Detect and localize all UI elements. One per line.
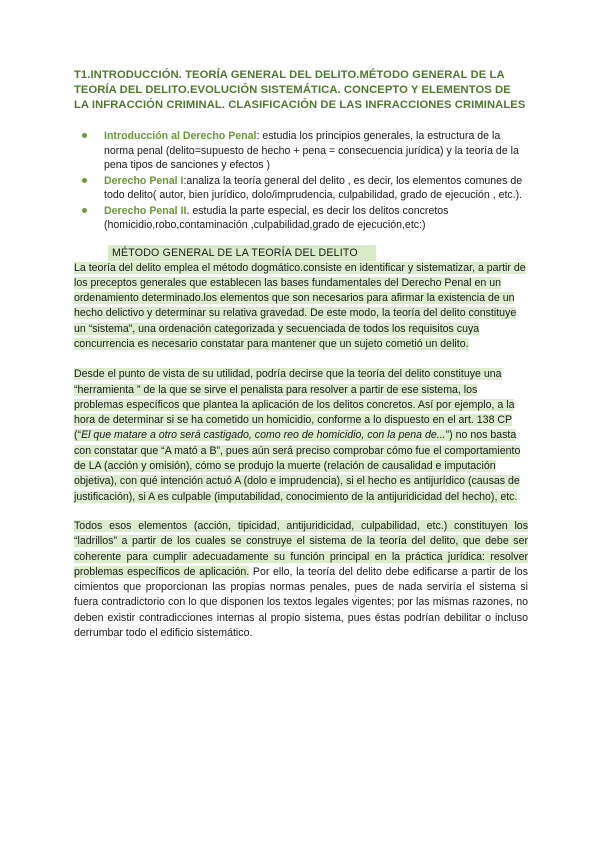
paragraph-utility-before: Desde el punto de vista de su utilidad, podría decirse que la teoría del delito constituye una “herramienta ” de la que se sirve el penalista para resolver a partir de ese sistema, los problemas específicos que plantea la aplicación de los delitos concretos. Así por ejemplo, a la hora de determinar si se ha cometido un homicidio, conforme a lo dispuesto en el art. 138 CP (“ <box>74 368 515 442</box>
intro-list <box>74 129 528 233</box>
list-item-text: :analiza la teoría general del delito , es decir, los elementos comunes de todo delito( autor, bien jurídico, dolo/imprudencia, culpabilidad, grado de ejecución , etc.). <box>104 174 523 201</box>
paragraph-utility-quote: El que matare a otro será castigado, como reo de homicidio, con la pena de... <box>81 429 446 442</box>
paragraph-method-text: La teoría del delito emplea el método dogmático.consiste en identificar y sistematizar, a partir de los preceptos generales que establecen las bases fundamentales del Derecho Penal en un ordenamiento determinado.los elementos que son necesarios para afirmar la existencia de un hecho delictivo y determinar su relativa gravedad. De este modo, la teoría del delito constituye un “sistema”, una ordenación categorizada y secuenciada de todos los requisitos cuya concurrencia es necesario constatar para mantener que un sujeto cometió un delito. <box>74 261 526 350</box>
paragraph-elements-normal: Por ello, la teoría del delito debe edificarse a partir de los cimientos que proporcionan las propias normas penales, pues de nada serviría el sistema si fuera contradictorio con lo que disponen los textos legales vigentes; por las mismas razones, no deben existir contradicciones internas al propio sistema, pues éstas podrían debilitar o incluso derrumbar todo el edificio sistemático. <box>74 565 528 640</box>
list-item-term: Derecho Penal II <box>104 204 187 217</box>
list-item-term: Introducción al Derecho Penal <box>104 130 257 142</box>
list-item <box>104 129 528 173</box>
paragraph-utility-after: ”) no nos basta con constatar que “A mató a B”, pues aún será preciso comprobar cómo fue el comportamiento de LA (acción y omisión), cómo se produjo la muerte (relación de causalidad e imputación objetiva), con qué intención actuó A (dolo e imprudencia), si el hecho es antijurídico (causas de justificación), si A es culpable (imputabilidad, conocimiento de la antijuridicidad del hecho), etc. <box>74 429 521 503</box>
paragraph-elements-highlighted: Todos esos elementos (acción, tipicidad, antijuridicidad, culpabilidad, etc.) constituyen los “ladrillos” a partir de los cuales se construye el sistema de la teoría del delito, que debe ser coherente para cumplir adecuadamente su función principal en la práctica jurídica: resolver problemas específicos de aplicación. <box>74 519 528 578</box>
bullet-icon <box>82 133 87 138</box>
list-item-text: . estudia la parte especial, es decir los delitos concretos (homicidio,robo,contaminación ,culpabilidad,grado de ejecución,etc:) <box>104 204 449 231</box>
section-heading: MÉTODO GENERAL DE LA TEORÍA DEL DELITO <box>108 245 376 261</box>
list-item <box>104 174 528 203</box>
list-item-text: : estudia los principios generales, la estructura de la norma penal (delito=supuesto de hecho + pena = consecuencia jurídica) y la teoría de la pena tipos de sanciones y efectos ) <box>104 130 519 171</box>
list-item <box>104 204 528 233</box>
paragraph-elements <box>74 519 528 641</box>
list-item-term: Derecho Penal I <box>104 174 184 187</box>
paragraph-method <box>74 261 528 353</box>
bullet-icon <box>82 178 87 183</box>
document-title: T1.INTRODUCCIÓN. TEORÍA GENERAL DEL DELITO.MÉTODO GENERAL DE LA TEORÍA DEL DELITO.EVOLUCIÓN SISTEMÁTICA. CONCEPTO Y ELEMENTOS DE LA INFRACCIÓN CRIMINAL. CLASIFICACIÓN DE LAS INFRACCIONES CRIMINALES <box>74 69 526 111</box>
paragraph-utility <box>74 367 528 505</box>
bullet-icon <box>82 208 87 213</box>
